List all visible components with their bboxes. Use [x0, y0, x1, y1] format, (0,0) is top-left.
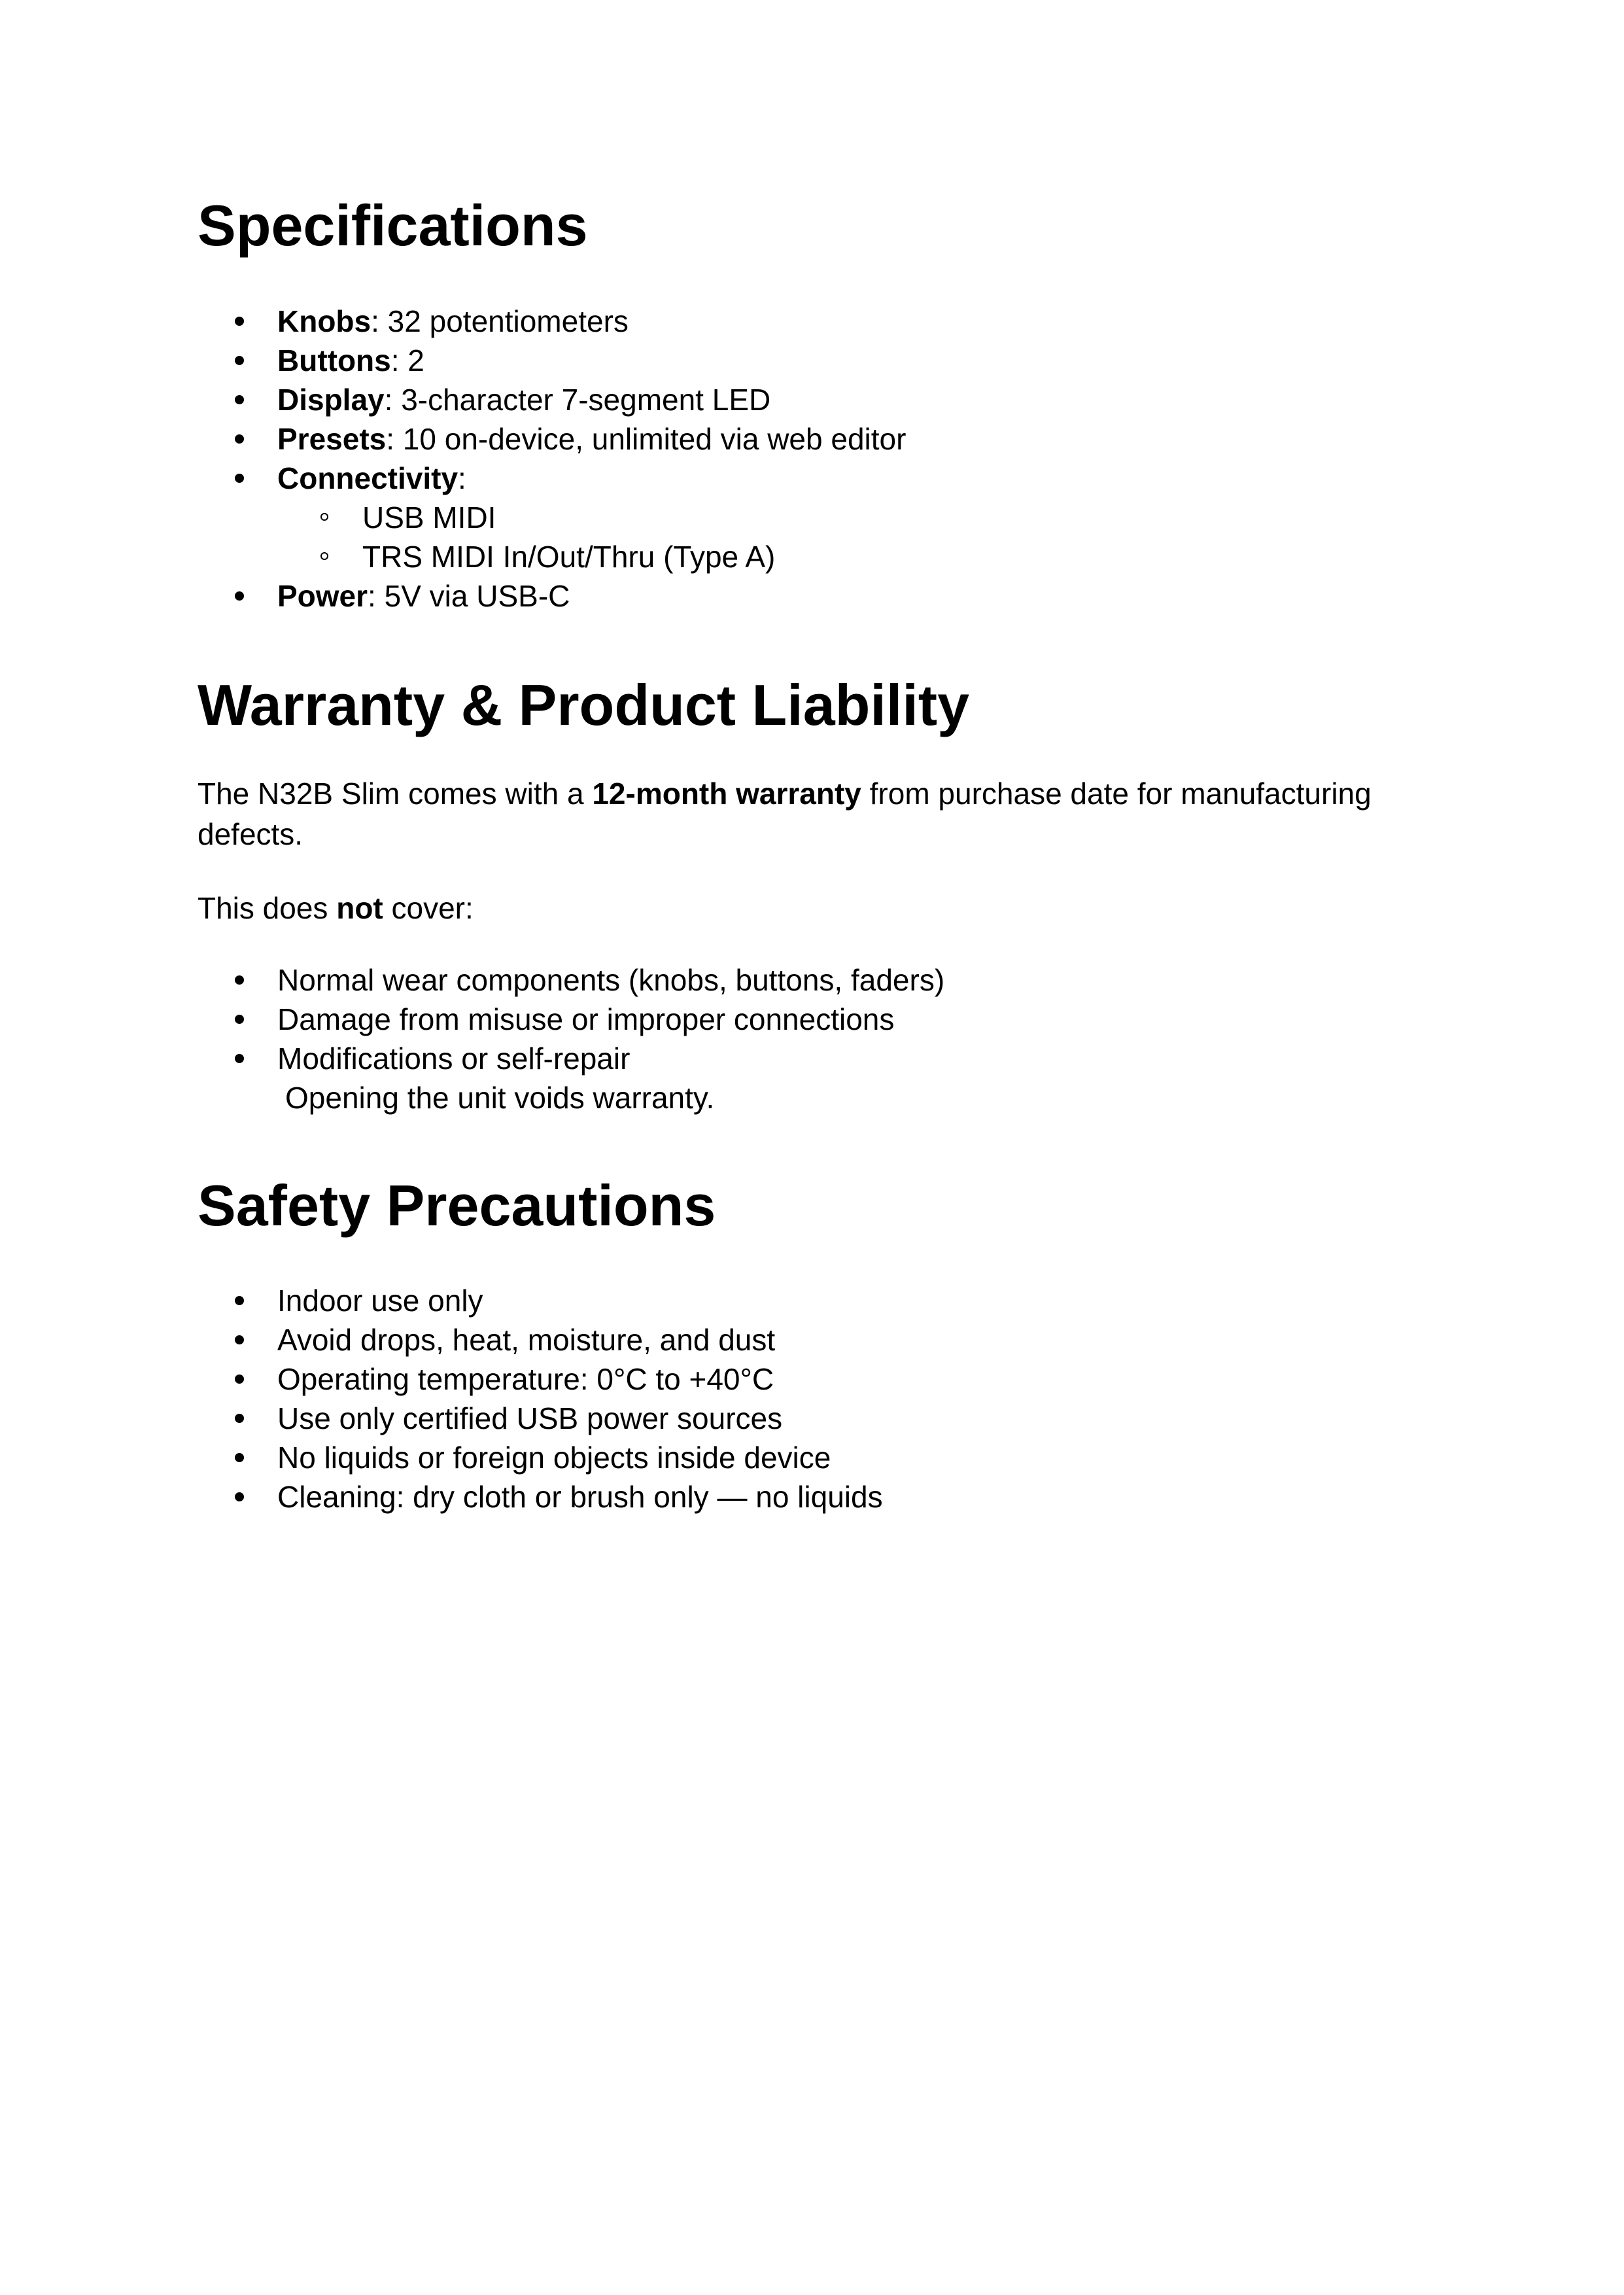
- safety-text: Indoor use only: [277, 1284, 483, 1318]
- cover-line: [198, 888, 1427, 928]
- spec-term: Display: [277, 383, 385, 417]
- circle-bullet-icon: [320, 513, 328, 521]
- list-item: [198, 1320, 1427, 1359]
- safety-text: Avoid drops, heat, moisture, and dust: [277, 1323, 776, 1357]
- list-item: [198, 1039, 1427, 1078]
- spec-value: : 3-character 7-segment LED: [384, 383, 771, 417]
- heading-warranty: Warranty & Product Liability: [198, 673, 970, 737]
- spec-value: : 32 potentiometers: [371, 304, 629, 338]
- heading-safety: Safety Precautions: [198, 1173, 716, 1238]
- heading-specifications: Specifications: [198, 193, 588, 258]
- warranty-text: The N32B Slim comes with a: [198, 777, 593, 811]
- list-item: [198, 341, 1427, 380]
- bullet-icon: [235, 1492, 244, 1501]
- list-item: [198, 1281, 1427, 1320]
- document-content: [198, 0, 1427, 1516]
- cover-text: cover:: [383, 891, 474, 925]
- list-item: [198, 1000, 1427, 1039]
- spec-value: : 5V via USB-C: [368, 579, 570, 613]
- safety-list: [198, 1281, 1427, 1516]
- safety-text: Use only certified USB power sources: [277, 1401, 783, 1435]
- spec-term: Connectivity: [277, 461, 458, 495]
- list-item: [198, 1359, 1427, 1399]
- warranty-text: from purchase date for manufacturing defects.: [198, 777, 1372, 851]
- list-item: [198, 1438, 1427, 1477]
- bullet-icon: [235, 474, 244, 483]
- bullet-icon: [235, 1414, 244, 1423]
- bullet-icon: [235, 1015, 244, 1024]
- list-item: [198, 459, 1427, 498]
- spec-value: : 2: [390, 343, 424, 377]
- bullet-icon: [235, 1054, 244, 1063]
- spec-subvalue: TRS MIDI In/Out/Thru (Type A): [362, 540, 776, 574]
- circle-bullet-icon: [320, 552, 328, 560]
- list-subitem: [198, 498, 1427, 537]
- note-text: Opening the unit voids warranty.: [285, 1081, 715, 1115]
- list-item: [198, 380, 1427, 419]
- safety-text: Operating temperature: 0°C to +40°C: [277, 1362, 774, 1396]
- spec-term: Knobs: [277, 304, 371, 338]
- warranty-exclusions-list: [198, 960, 1427, 1117]
- warranty-paragraph: [198, 773, 1427, 854]
- spec-term: Buttons: [277, 343, 391, 377]
- warranty-bold-phrase: 12-month warranty: [592, 777, 861, 811]
- warranty-note-line: [198, 1078, 1427, 1117]
- list-item: [198, 576, 1427, 616]
- bullet-icon: [235, 1335, 244, 1344]
- safety-text: No liquids or foreign objects inside device: [277, 1441, 831, 1475]
- spec-term: Presets: [277, 422, 387, 456]
- bullet-icon: [235, 317, 244, 326]
- bullet-icon: [235, 591, 244, 601]
- list-item: [198, 419, 1427, 459]
- safety-text: Cleaning: dry cloth or brush only — no liquids: [277, 1480, 883, 1514]
- bullet-icon: [235, 434, 244, 444]
- bullet-icon: [235, 975, 244, 985]
- cover-bold-word: not: [336, 891, 383, 925]
- bullet-icon: [235, 1375, 244, 1384]
- bullet-icon: [235, 395, 244, 404]
- spec-value: :: [458, 461, 466, 495]
- spec-subvalue: USB MIDI: [362, 500, 496, 534]
- cover-text: This does: [198, 891, 337, 925]
- spec-value: : 10 on-device, unlimited via web editor: [386, 422, 907, 456]
- specs-list: [198, 302, 1427, 616]
- exclusion-text: Damage from misuse or improper connections: [277, 1002, 895, 1036]
- bullet-icon: [235, 356, 244, 365]
- list-subitem: [198, 537, 1427, 576]
- bullet-icon: [235, 1296, 244, 1305]
- exclusion-text: Modifications or self-repair: [277, 1042, 631, 1076]
- list-item: [198, 1399, 1427, 1438]
- spec-term: Power: [277, 579, 368, 613]
- list-item: [198, 960, 1427, 1000]
- list-item: [198, 302, 1427, 341]
- list-item: [198, 1477, 1427, 1516]
- bullet-icon: [235, 1453, 244, 1462]
- exclusion-text: Normal wear components (knobs, buttons, faders): [277, 963, 945, 997]
